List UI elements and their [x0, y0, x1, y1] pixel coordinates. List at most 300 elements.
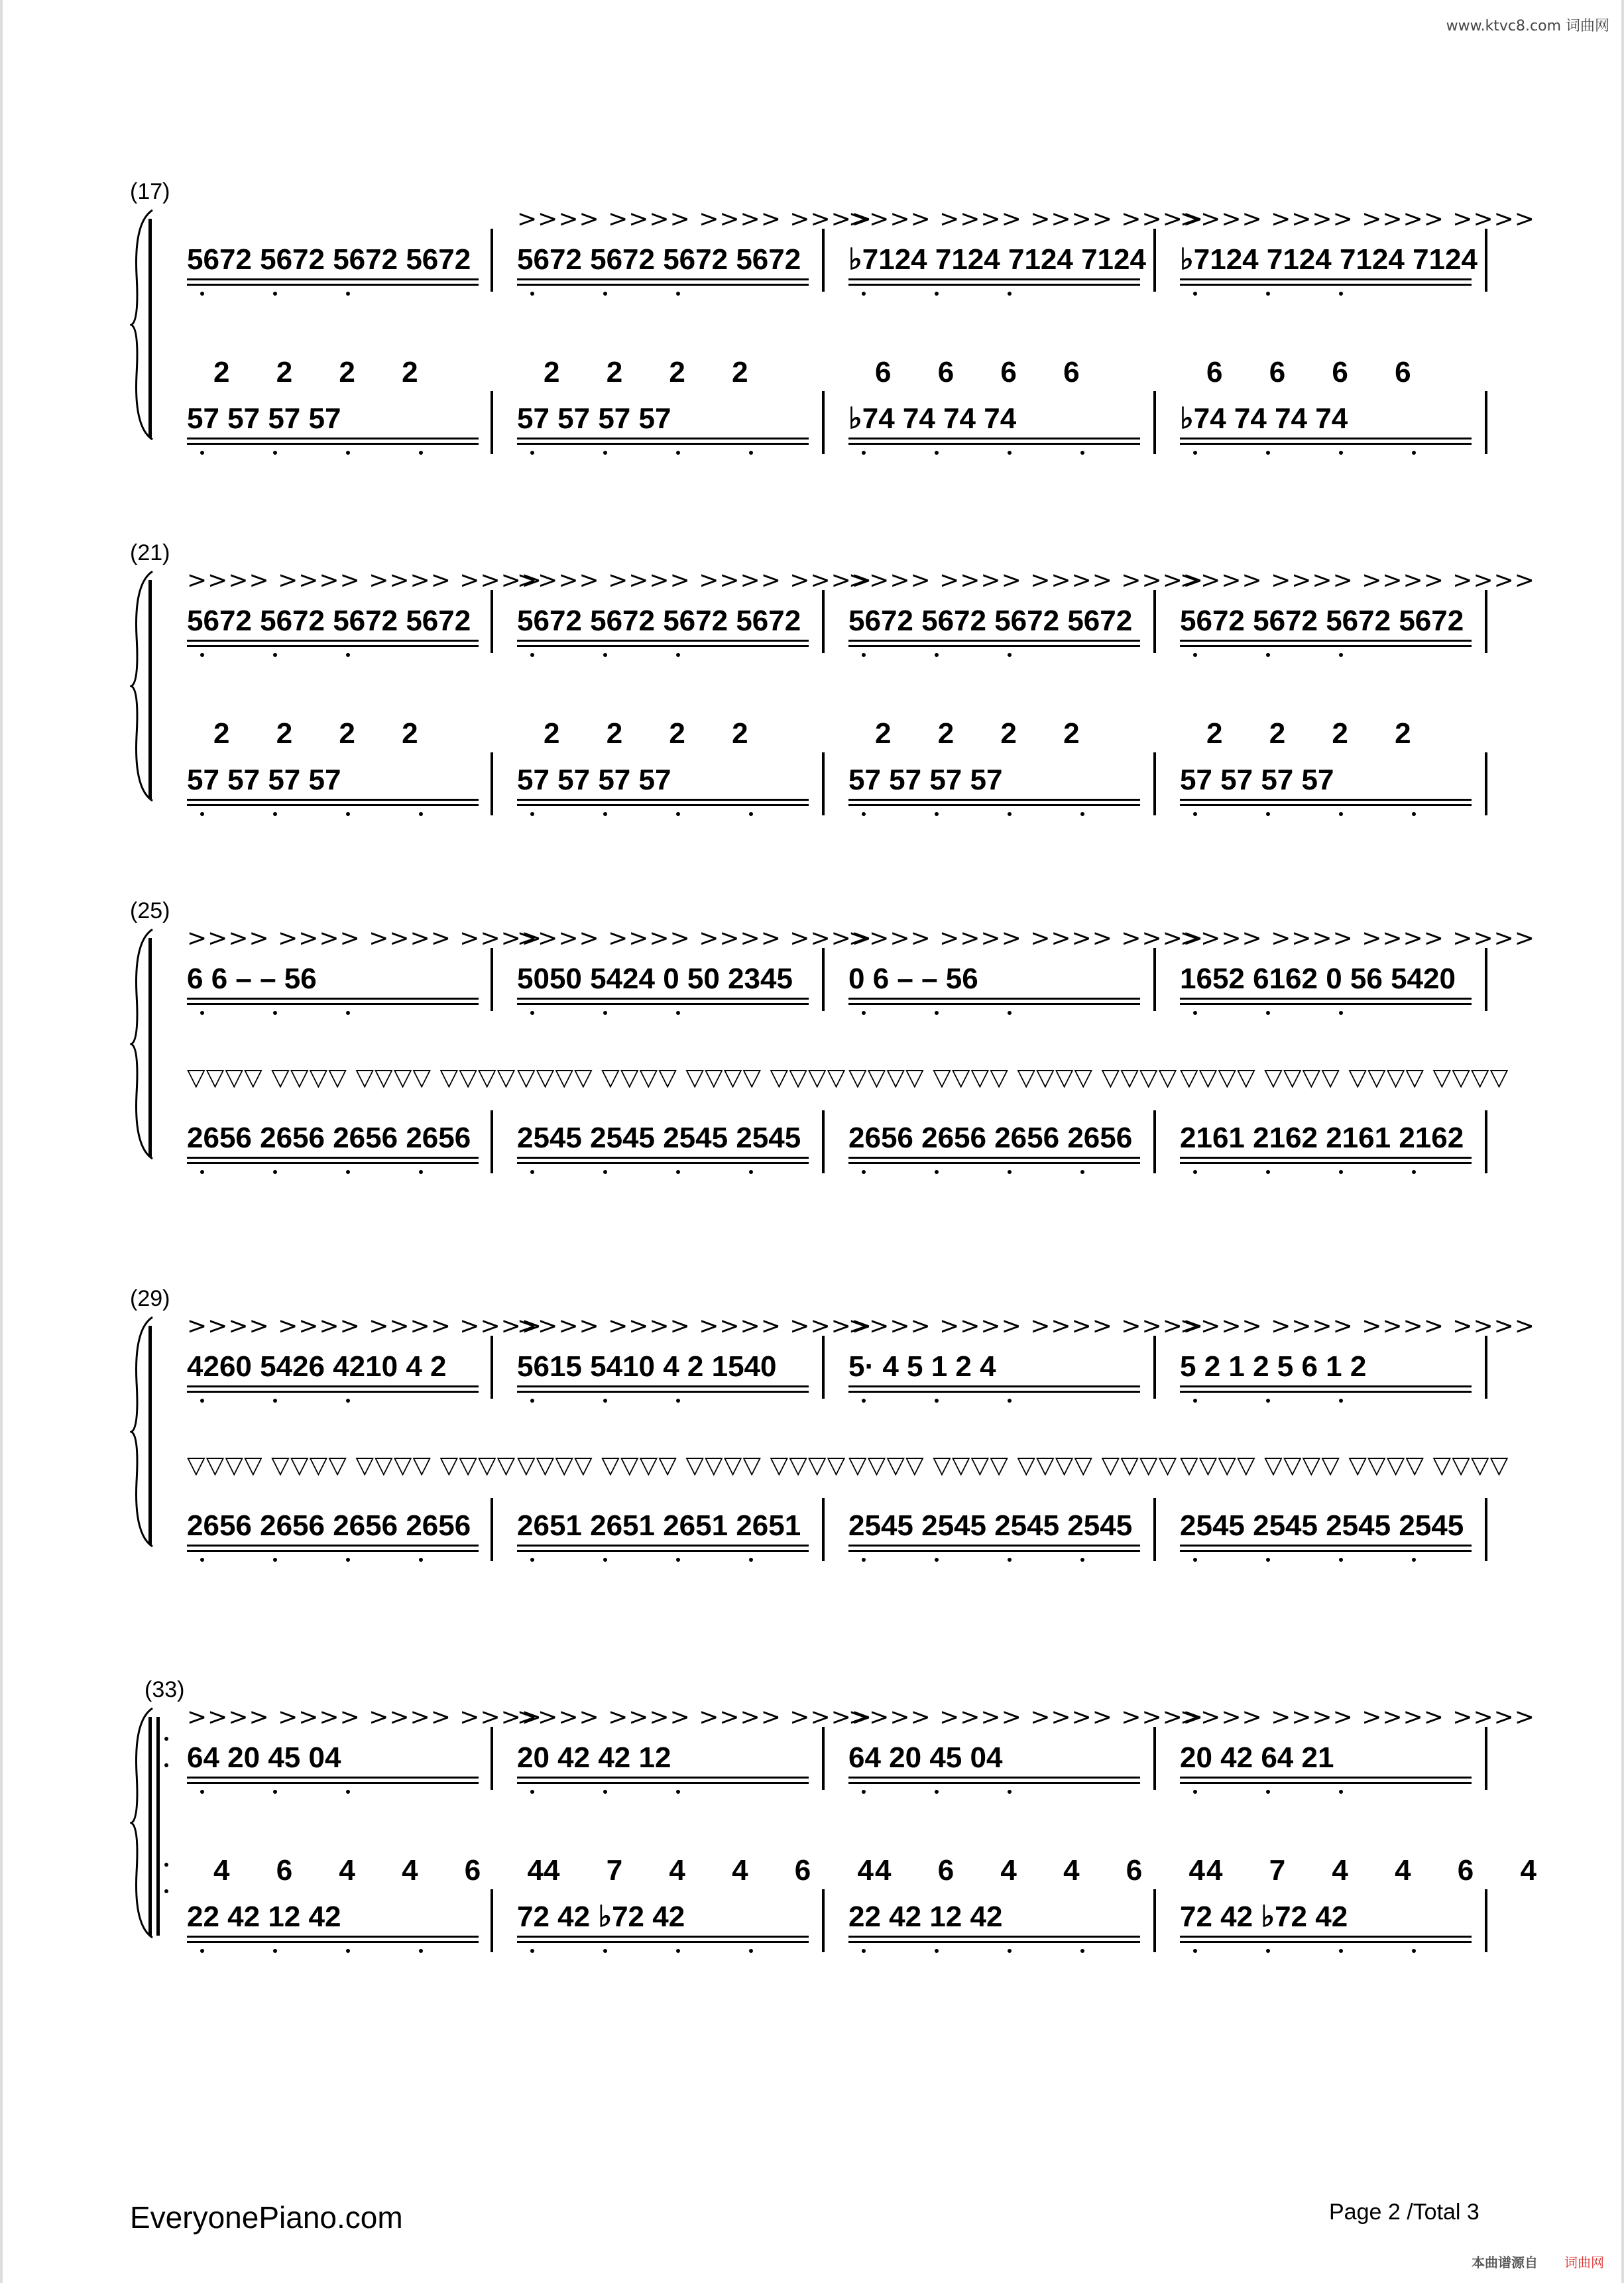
triangle-marks: ▽▽▽▽ ▽▽▽▽ ▽▽▽▽ ▽▽▽▽ — [848, 1452, 1178, 1479]
system-line — [148, 1717, 152, 1936]
accent-marks: >>>> >>>> >>>> >>>> — [517, 1313, 872, 1340]
underline — [1180, 645, 1472, 647]
upper-notes: 64 20 45 04 — [848, 1741, 1003, 1774]
underline — [848, 799, 1140, 801]
accent-marks: >>>> >>>> >>>> >>>> — [187, 1704, 542, 1731]
barline — [491, 948, 493, 1011]
underline — [187, 1777, 479, 1779]
octave-dot — [1080, 451, 1084, 455]
lower-upper-notes: 6 6 6 6 — [1206, 356, 1411, 388]
octave-dot — [530, 1949, 534, 1953]
barline — [822, 948, 825, 1011]
octave-dot — [935, 1949, 939, 1953]
underline — [848, 1157, 1140, 1159]
octave-dot — [1339, 653, 1343, 657]
underline — [517, 284, 809, 286]
octave-dot — [749, 1170, 753, 1174]
octave-dot — [1412, 1558, 1416, 1562]
underline — [848, 1391, 1140, 1393]
octave-dot — [200, 451, 204, 455]
upper-notes: 20 42 64 21 — [1180, 1741, 1334, 1774]
footer-watermark — [1472, 2252, 1604, 2271]
octave-dot — [1339, 292, 1343, 296]
lower-notes: 72 42 ♭72 42 — [517, 1901, 685, 1933]
octave-dot — [1266, 292, 1270, 296]
barline — [822, 752, 825, 815]
underline — [848, 443, 1140, 445]
octave-dot — [749, 812, 753, 816]
barline — [491, 590, 493, 653]
underline — [848, 1936, 1140, 1938]
octave-dot — [862, 812, 866, 816]
octave-dot — [676, 1790, 680, 1794]
octave-dot — [273, 1558, 277, 1562]
underline — [1180, 284, 1472, 286]
accent-marks: >>>> >>>> >>>> >>>> — [187, 925, 542, 952]
underline — [517, 799, 809, 801]
barline — [491, 229, 493, 292]
underline — [848, 1385, 1140, 1387]
barline — [822, 1110, 825, 1173]
barline — [1153, 752, 1156, 815]
octave-dot — [346, 292, 350, 296]
underline — [848, 284, 1140, 286]
octave-dot — [1080, 1949, 1084, 1953]
system-brace — [130, 209, 156, 441]
octave-dot — [1008, 1170, 1012, 1174]
octave-dot — [419, 1170, 423, 1174]
underline — [1180, 1941, 1472, 1943]
lower-upper-notes: 2 2 2 2 — [875, 717, 1080, 750]
lower-notes: 2545 2545 2545 2545 — [1180, 1509, 1464, 1542]
underline — [187, 1941, 479, 1943]
lower-notes: 57 57 57 57 — [517, 764, 671, 796]
octave-dot — [530, 451, 534, 455]
octave-dot — [935, 653, 939, 657]
lower-notes: 2651 2651 2651 2651 — [517, 1509, 801, 1542]
repeat-dot — [164, 1889, 168, 1893]
octave-dot — [346, 1790, 350, 1794]
barline — [822, 229, 825, 292]
upper-notes: 5615 5410 4 2 1540 — [517, 1350, 777, 1383]
octave-dot — [1412, 451, 1416, 455]
underline — [187, 443, 479, 445]
watermark-brand: 词曲网 — [1564, 2254, 1604, 2270]
underline — [848, 1545, 1140, 1547]
accent-marks: >>>> >>>> >>>> >>>> — [848, 567, 1204, 594]
octave-dot — [603, 292, 607, 296]
underline — [1180, 1550, 1472, 1552]
lower-upper-notes: 2 2 2 2 — [213, 356, 418, 388]
lower-notes: 2161 2162 2161 2162 — [1180, 1122, 1464, 1154]
octave-dot — [346, 812, 350, 816]
lower-notes: 72 42 ♭72 42 — [1180, 1901, 1348, 1933]
upper-notes: 5672 5672 5672 5672 — [848, 605, 1133, 637]
measure-number: (33) — [145, 1677, 185, 1702]
barline — [1485, 1336, 1487, 1399]
barline — [822, 1889, 825, 1952]
underline — [1180, 1003, 1472, 1005]
underline — [517, 1391, 809, 1393]
octave-dot — [935, 812, 939, 816]
repeat-dot — [164, 1763, 168, 1767]
underline — [187, 1936, 479, 1938]
octave-dot — [935, 1170, 939, 1174]
octave-dot — [1193, 1170, 1197, 1174]
octave-dot — [419, 451, 423, 455]
octave-dot — [1193, 653, 1197, 657]
underline — [1180, 1385, 1472, 1387]
lower-notes: 57 57 57 57 — [1180, 764, 1334, 796]
upper-notes: 5672 5672 5672 5672 — [517, 243, 801, 276]
lower-upper-notes: 4 6 4 4 6 4 — [875, 1854, 1205, 1887]
octave-dot — [346, 1011, 350, 1015]
underline — [517, 1936, 809, 1938]
octave-dot — [273, 451, 277, 455]
underline — [1180, 640, 1472, 642]
octave-dot — [1008, 1790, 1012, 1794]
triangle-marks: ▽▽▽▽ ▽▽▽▽ ▽▽▽▽ ▽▽▽▽ — [187, 1452, 516, 1479]
accent-marks: >>>> >>>> >>>> >>>> — [187, 1313, 542, 1340]
underline — [517, 1545, 809, 1547]
repeat-line — [156, 1717, 160, 1936]
lower-notes: 2545 2545 2545 2545 — [848, 1509, 1133, 1542]
score-system — [0, 1677, 1624, 1969]
underline — [848, 1003, 1140, 1005]
score-system — [0, 1286, 1624, 1578]
octave-dot — [603, 1949, 607, 1953]
accent-marks: >>>> >>>> >>>> >>>> — [517, 567, 872, 594]
octave-dot — [1080, 1558, 1084, 1562]
octave-dot — [1008, 1399, 1012, 1403]
underline — [187, 284, 479, 286]
octave-dot — [200, 1170, 204, 1174]
octave-dot — [603, 1170, 607, 1174]
octave-dot — [346, 451, 350, 455]
octave-dot — [862, 451, 866, 455]
barline — [1153, 1336, 1156, 1399]
watermark-text: 本曲谱源自 — [1472, 2254, 1538, 2270]
octave-dot — [676, 1558, 680, 1562]
underline — [187, 1782, 479, 1784]
underline — [187, 1162, 479, 1164]
underline — [187, 799, 479, 801]
barline — [1485, 1498, 1487, 1561]
upper-notes: 0 6 – – 56 — [848, 963, 978, 995]
barline — [1153, 1110, 1156, 1173]
system-line — [148, 938, 152, 1157]
barline — [1153, 1727, 1156, 1790]
octave-dot — [1008, 1949, 1012, 1953]
underline — [1180, 1157, 1472, 1159]
underline — [1180, 998, 1472, 1000]
octave-dot — [749, 1949, 753, 1953]
octave-dot — [346, 1399, 350, 1403]
octave-dot — [1080, 812, 1084, 816]
header-site: www.ktvc8.com 词曲网 — [1446, 18, 1609, 34]
octave-dot — [603, 1011, 607, 1015]
octave-dot — [1412, 1949, 1416, 1953]
lower-notes: 57 57 57 57 — [187, 402, 341, 435]
underline — [848, 438, 1140, 439]
octave-dot — [200, 812, 204, 816]
repeat-dot — [164, 1737, 168, 1741]
lower-upper-notes: 2 2 2 2 — [544, 717, 748, 750]
upper-notes: ♭7124 7124 7124 7124 — [848, 243, 1146, 276]
underline — [187, 640, 479, 642]
lower-upper-notes: 2 2 2 2 — [1206, 717, 1411, 750]
octave-dot — [862, 1170, 866, 1174]
octave-dot — [676, 812, 680, 816]
underline — [517, 1003, 809, 1005]
lower-notes: ♭74 74 74 74 — [1180, 402, 1348, 435]
barline — [1153, 948, 1156, 1011]
octave-dot — [1193, 1949, 1197, 1953]
octave-dot — [862, 1949, 866, 1953]
octave-dot — [530, 1790, 534, 1794]
octave-dot — [1266, 653, 1270, 657]
octave-dot — [1339, 1790, 1343, 1794]
score-system — [0, 179, 1624, 471]
barline — [1485, 752, 1487, 815]
octave-dot — [346, 1170, 350, 1174]
lower-upper-notes: 2 2 2 2 — [544, 356, 748, 388]
octave-dot — [1339, 1170, 1343, 1174]
octave-dot — [200, 653, 204, 657]
underline — [517, 1550, 809, 1552]
octave-dot — [1008, 292, 1012, 296]
system-line — [148, 580, 152, 799]
octave-dot — [419, 1949, 423, 1953]
octave-dot — [1339, 1011, 1343, 1015]
barline — [1485, 1727, 1487, 1790]
octave-dot — [530, 1558, 534, 1562]
lower-upper-notes: 6 6 6 6 — [875, 356, 1080, 388]
octave-dot — [603, 1399, 607, 1403]
octave-dot — [1193, 292, 1197, 296]
octave-dot — [862, 653, 866, 657]
measure-number: (29) — [130, 1286, 170, 1311]
octave-dot — [935, 1011, 939, 1015]
octave-dot — [935, 1399, 939, 1403]
octave-dot — [1339, 1399, 1343, 1403]
triangle-marks: ▽▽▽▽ ▽▽▽▽ ▽▽▽▽ ▽▽▽▽ — [187, 1064, 516, 1091]
underline — [1180, 438, 1472, 439]
underline — [187, 1385, 479, 1387]
underline — [1180, 1777, 1472, 1779]
underline — [1180, 1391, 1472, 1393]
octave-dot — [1193, 1790, 1197, 1794]
octave-dot — [603, 812, 607, 816]
underline — [1180, 1782, 1472, 1784]
triangle-marks: ▽▽▽▽ ▽▽▽▽ ▽▽▽▽ ▽▽▽▽ — [517, 1064, 846, 1091]
lower-upper-notes: 2 2 2 2 — [213, 717, 418, 750]
octave-dot — [419, 1558, 423, 1562]
accent-marks: >>>> >>>> >>>> >>>> — [1180, 925, 1535, 952]
accent-marks: >>>> >>>> >>>> >>>> — [1180, 1313, 1535, 1340]
octave-dot — [862, 1790, 866, 1794]
underline — [517, 640, 809, 642]
upper-notes: 5· 4 5 1 2 4 — [848, 1350, 996, 1383]
lower-notes: 57 57 57 57 — [848, 764, 1003, 796]
upper-notes: 5672 5672 5672 5672 — [517, 605, 801, 637]
octave-dot — [749, 1558, 753, 1562]
octave-dot — [676, 1011, 680, 1015]
octave-dot — [200, 1399, 204, 1403]
triangle-marks: ▽▽▽▽ ▽▽▽▽ ▽▽▽▽ ▽▽▽▽ — [848, 1064, 1178, 1091]
footer-site: EveryonePiano.com — [130, 2200, 403, 2235]
octave-dot — [862, 1558, 866, 1562]
upper-notes: 20 42 42 12 — [517, 1741, 671, 1774]
underline — [517, 998, 809, 1000]
lower-notes: 2656 2656 2656 2656 — [848, 1122, 1133, 1154]
octave-dot — [603, 653, 607, 657]
barline — [491, 752, 493, 815]
upper-notes: 1652 6162 0 56 5420 — [1180, 963, 1456, 995]
upper-notes: 5672 5672 5672 5672 — [187, 243, 471, 276]
octave-dot — [1008, 812, 1012, 816]
octave-dot — [935, 1790, 939, 1794]
octave-dot — [862, 1399, 866, 1403]
lower-notes: 2656 2656 2656 2656 — [187, 1122, 471, 1154]
barline — [1485, 229, 1487, 292]
octave-dot — [1008, 653, 1012, 657]
barline — [1485, 391, 1487, 454]
barline — [1153, 1498, 1156, 1561]
barline — [491, 1110, 493, 1173]
system-brace — [130, 570, 156, 802]
octave-dot — [346, 653, 350, 657]
accent-marks: >>>> >>>> >>>> >>>> — [517, 925, 872, 952]
system-line — [148, 1326, 152, 1545]
octave-dot — [1339, 812, 1343, 816]
upper-notes: 6 6 – – 56 — [187, 963, 317, 995]
barline — [822, 1336, 825, 1399]
underline — [187, 438, 479, 439]
octave-dot — [676, 1399, 680, 1403]
upper-notes: 5 2 1 2 5 6 1 2 — [1180, 1350, 1367, 1383]
triangle-marks: ▽▽▽▽ ▽▽▽▽ ▽▽▽▽ ▽▽▽▽ — [1180, 1064, 1509, 1091]
octave-dot — [1412, 1170, 1416, 1174]
underline — [517, 1162, 809, 1164]
underline — [517, 1385, 809, 1387]
barline — [491, 1336, 493, 1399]
accent-marks: >>>> >>>> >>>> >>>> — [517, 205, 872, 233]
underline — [848, 1782, 1140, 1784]
octave-dot — [1266, 812, 1270, 816]
lower-notes: ♭74 74 74 74 — [848, 402, 1017, 435]
accent-marks: >>>> >>>> >>>> >>>> — [1180, 1704, 1535, 1731]
accent-marks: >>>> >>>> >>>> >>>> — [848, 1704, 1204, 1731]
octave-dot — [676, 1170, 680, 1174]
octave-dot — [346, 1558, 350, 1562]
underline — [848, 804, 1140, 806]
lower-upper-notes: 4 6 4 4 6 4 — [213, 1854, 544, 1887]
underline — [517, 1782, 809, 1784]
underline — [187, 1545, 479, 1547]
octave-dot — [862, 1011, 866, 1015]
octave-dot — [273, 1399, 277, 1403]
underline — [1180, 1936, 1472, 1938]
accent-marks: >>>> >>>> >>>> >>>> — [517, 1704, 872, 1731]
barline — [491, 1889, 493, 1952]
upper-notes: 5672 5672 5672 5672 — [1180, 605, 1464, 637]
lower-notes: 2656 2656 2656 2656 — [187, 1509, 471, 1542]
underline — [517, 645, 809, 647]
octave-dot — [1266, 1949, 1270, 1953]
octave-dot — [530, 1170, 534, 1174]
octave-dot — [676, 1949, 680, 1953]
underline — [187, 278, 479, 280]
underline — [187, 1391, 479, 1393]
octave-dot — [419, 812, 423, 816]
octave-dot — [1080, 1170, 1084, 1174]
barline — [1153, 391, 1156, 454]
octave-dot — [200, 1790, 204, 1794]
octave-dot — [935, 451, 939, 455]
octave-dot — [935, 1558, 939, 1562]
underline — [187, 1003, 479, 1005]
barline — [822, 391, 825, 454]
octave-dot — [749, 451, 753, 455]
underline — [848, 645, 1140, 647]
octave-dot — [200, 1011, 204, 1015]
footer-page: Page 2 /Total 3 — [1329, 2199, 1479, 2225]
underline — [187, 1550, 479, 1552]
upper-notes: 4260 5426 4210 4 2 — [187, 1350, 447, 1383]
octave-dot — [1266, 1399, 1270, 1403]
measure-number: (17) — [130, 179, 170, 204]
octave-dot — [530, 812, 534, 816]
underline — [187, 804, 479, 806]
octave-dot — [273, 1011, 277, 1015]
octave-dot — [200, 1949, 204, 1953]
underline — [517, 278, 809, 280]
underline — [1180, 799, 1472, 801]
underline — [848, 1162, 1140, 1164]
underline — [848, 640, 1140, 642]
octave-dot — [530, 292, 534, 296]
octave-dot — [1193, 1399, 1197, 1403]
octave-dot — [603, 451, 607, 455]
octave-dot — [1008, 1558, 1012, 1562]
underline — [517, 443, 809, 445]
underline — [517, 1941, 809, 1943]
octave-dot — [603, 1558, 607, 1562]
underline — [517, 438, 809, 439]
octave-dot — [1266, 1790, 1270, 1794]
system-brace — [130, 1316, 156, 1548]
accent-marks: >>>> >>>> >>>> >>>> — [187, 567, 542, 594]
measure-number: (21) — [130, 540, 170, 565]
accent-marks: >>>> >>>> >>>> >>>> — [848, 1313, 1204, 1340]
octave-dot — [1266, 451, 1270, 455]
octave-dot — [1412, 812, 1416, 816]
octave-dot — [273, 653, 277, 657]
underline — [1180, 1162, 1472, 1164]
barline — [1153, 590, 1156, 653]
underline — [848, 998, 1140, 1000]
octave-dot — [1193, 1011, 1197, 1015]
lower-notes: 22 42 12 42 — [187, 1901, 341, 1933]
octave-dot — [273, 1949, 277, 1953]
octave-dot — [1339, 1949, 1343, 1953]
underline — [1180, 804, 1472, 806]
octave-dot — [935, 292, 939, 296]
octave-dot — [530, 1399, 534, 1403]
accent-marks: >>>> >>>> >>>> >>>> — [1180, 205, 1535, 233]
octave-dot — [603, 1790, 607, 1794]
